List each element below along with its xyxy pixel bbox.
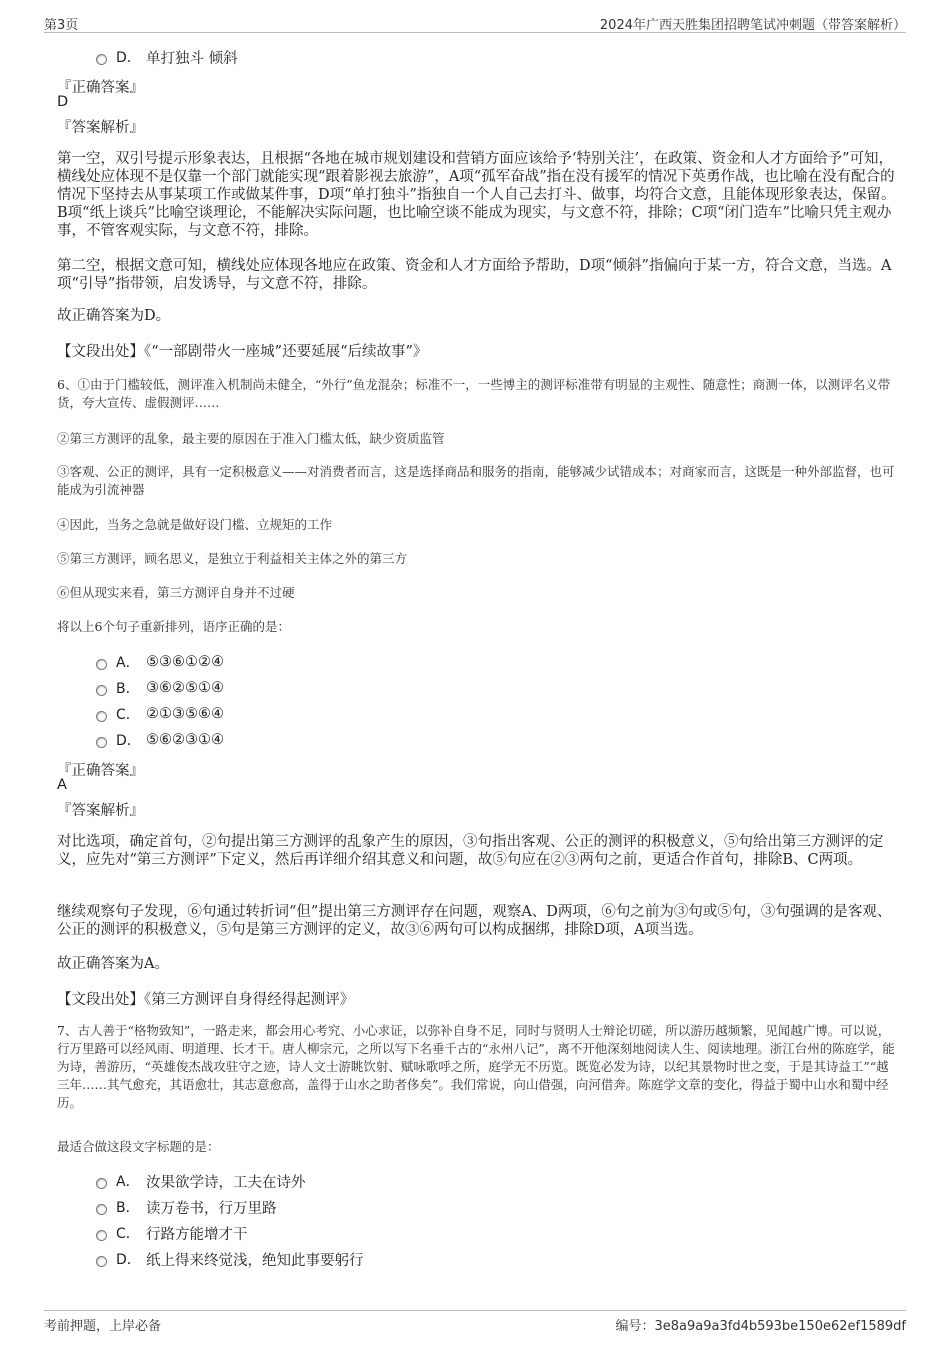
option-text: ⑤③⑥①②④ bbox=[146, 654, 224, 670]
q6-option-a[interactable]: A． ⑤③⑥①②④ bbox=[96, 651, 224, 673]
q6-option-b[interactable]: B． ③⑥②⑤①④ bbox=[96, 677, 224, 699]
question-prompt: 最适合做这段文字标题的是： bbox=[57, 1139, 220, 1154]
radio-icon[interactable] bbox=[96, 1230, 107, 1241]
option-text: 读万卷书，行万里路 bbox=[146, 1200, 277, 1217]
q6-option-c[interactable]: C． ②①③⑤⑥④ bbox=[96, 703, 224, 725]
radio-icon[interactable] bbox=[96, 711, 107, 722]
radio-icon[interactable] bbox=[96, 659, 107, 670]
option-text: ③⑥②⑤①④ bbox=[146, 680, 224, 696]
analysis-conclusion: 故正确答案为D。 bbox=[57, 308, 171, 324]
analysis-conclusion: 故正确答案为A。 bbox=[57, 956, 169, 972]
footer-slogan: 考前押题，上岸必备 bbox=[44, 1319, 162, 1334]
source-citation: 【文段出处】《第三方测评自身得经得起测评》 bbox=[57, 992, 355, 1008]
radio-icon[interactable] bbox=[96, 54, 107, 65]
q7-option-c[interactable]: C． 行路方能增才干 bbox=[96, 1222, 248, 1244]
option-text: ⑤⑥②③①④ bbox=[146, 732, 224, 748]
question-passage: 7、古人善于“格物致知”，一路走来，都会用心考究、小心求证，以弥补自身不足，同时与贤明人士辩论切磋，所以游历越频繁，见闻越广博。可以说，行万里路可以经风雨、明道理、长才干。唐人柳宗元，之所以写下名垂千古的“永州八记”，离不开他深刻地阅读人生、阅读地理。浙江台州的陈庭学，能为诗，善游历，“英雄俊杰战攻驻守之迹，诗人文士游眺饮射、赋咏歌呼之所，庭学无不历览。既览必发为诗，以纪其景物时世之变，于是其诗益工”“越三年……其气愈充，其语愈壮，其志意愈高，盖得于山水之助者侈矣”。我们常说，向山借强，向河借奔。陈庭学文章的变化，得益于蜀中山水和蜀中经历。 bbox=[57, 1023, 895, 1110]
source-citation: 【文段出处】《“一部剧带火一座城”还要延展“后续故事”》 bbox=[57, 344, 428, 360]
analysis-paragraph: 继续观察句子发现，⑥句通过转折词“但”提出第三方测评存在问题，观察A、D两项，⑥句之前为③句或⑤句，③句强调的是客观、公正的测评的积极意义，⑤句是第三方测评的定义，故③⑥两句可以构成捆绑，排除D项，A项当选。 bbox=[57, 904, 892, 938]
question-prompt: 将以上6个句子重新排列，语序正确的是： bbox=[57, 619, 290, 634]
document-title: 2024年广西天胜集团招聘笔试冲刺题（带答案解析） bbox=[599, 18, 906, 33]
page-number: 第3页 bbox=[44, 18, 79, 33]
page-header bbox=[44, 12, 906, 33]
q7-option-b[interactable]: B． 读万卷书，行万里路 bbox=[96, 1196, 277, 1218]
analysis-paragraph: 对比选项，确定首句，②句提出第三方测评的乱象产生的原因，③句指出客观、公正的测评的积极意义，⑤句给出第三方测评的定义，应先对“第三方测评”下定义，然后再详细介绍其意义和问题，故⑤句应在②③两句之前，更适合作首句，排除B、C两项。 bbox=[57, 834, 884, 868]
analysis-label: 『答案解析』 bbox=[57, 120, 144, 136]
option-text: 纸上得来终觉浅，绝知此事要躬行 bbox=[146, 1252, 364, 1269]
option-text: 行路方能增才干 bbox=[146, 1226, 248, 1243]
question-sentence: ⑤第三方测评，顾名思义，是独立于利益相关主体之外的第三方 bbox=[57, 551, 408, 566]
radio-icon[interactable] bbox=[96, 737, 107, 748]
option-text: 汝果欲学诗，工夫在诗外 bbox=[146, 1174, 306, 1191]
question-sentence: 6、①由于门槛较低，测评准入机制尚未健全，“外行”鱼龙混杂；标准不一，一些博主的测评标准带有明显的主观性、随意性；商测一体，以测评名义带货，夸大宣传、虚假测评…… bbox=[57, 377, 891, 410]
radio-icon[interactable] bbox=[96, 1204, 107, 1215]
option-text: 单打独斗 倾斜 bbox=[146, 50, 238, 67]
radio-icon[interactable] bbox=[96, 685, 107, 696]
analysis-paragraph: 第一空，双引号提示形象表达，且根据“各地在城市规划建设和营销方面应该给予‘特别关注’，在政策、资金和人才方面给予”可知，横线处应体现不是仅靠一个部门就能实现“跟着影视去旅游”，A项“孤军奋战”指在没有援军的情况下英勇作战，也比喻在没有配合的情况下坚持去从事某项工作或做某件事，D项“单打独斗”指独自一个人自己去打斗、做事，均符合文意，且能体现形象表达，保留。B项“纸上谈兵”比喻空谈理论，不能解决实际问题，也比喻空谈不能成为现实，与文意不符，排除；C项“闭门造车”比喻只凭主观办事，不管客观实际，与文意不符，排除。 bbox=[57, 151, 896, 239]
radio-icon[interactable] bbox=[96, 1178, 107, 1189]
question-sentence: ③客观、公正的测评，具有一定积极意义——对消费者而言，这是选择商品和服务的指南，能够减少试错成本；对商家而言，这既是一种外部监督，也可能成为引流神器 bbox=[57, 464, 895, 497]
analysis-label: 『答案解析』 bbox=[57, 803, 144, 819]
q7-option-d[interactable]: D． 纸上得来终觉浅，绝知此事要躬行 bbox=[96, 1248, 364, 1270]
page-footer bbox=[44, 1310, 906, 1333]
radio-icon[interactable] bbox=[96, 1256, 107, 1267]
question-sentence: ②第三方测评的乱象，最主要的原因在于准入门槛太低，缺少资质监管 bbox=[57, 431, 445, 446]
option-text: ②①③⑤⑥④ bbox=[146, 706, 224, 722]
answer-value: D bbox=[57, 94, 69, 110]
q6-option-d[interactable]: D． ⑤⑥②③①④ bbox=[96, 729, 224, 751]
q7-option-a[interactable]: A． 汝果欲学诗，工夫在诗外 bbox=[96, 1170, 306, 1192]
question-sentence: ⑥但从现实来看，第三方测评自身并不过硬 bbox=[57, 585, 295, 600]
q5-option-d[interactable]: D． 单打独斗 倾斜 bbox=[96, 46, 238, 68]
answer-value: A bbox=[57, 777, 67, 793]
analysis-paragraph: 第二空，根据文意可知，横线处应体现各地应在政策、资金和人才方面给予帮助，D项“倾斜”指偏向于某一方，符合文意，当选。A项“引导”指带领，启发诱导，与文意不符，排除。 bbox=[57, 258, 892, 292]
answer-label: 『正确答案』 bbox=[57, 80, 144, 96]
answer-label: 『正确答案』 bbox=[57, 763, 144, 779]
question-sentence: ④因此，当务之急就是做好设门槛、立规矩的工作 bbox=[57, 517, 333, 532]
document-code: 编号：3e8a9a9a3fd4b593be150e62ef1589df bbox=[615, 1319, 906, 1334]
